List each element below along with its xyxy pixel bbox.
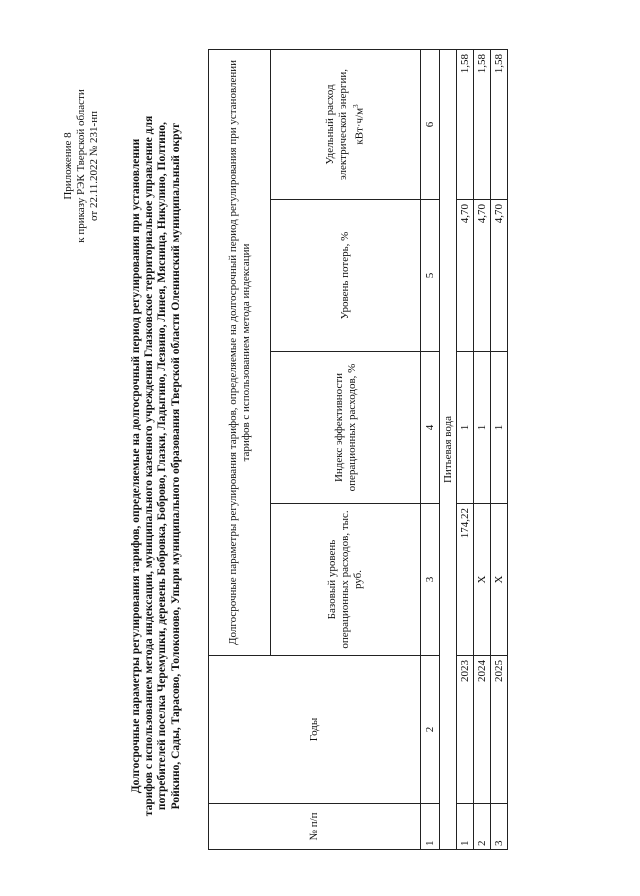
row-energy-consumption: 1,58 bbox=[457, 49, 474, 199]
row-number: 2 bbox=[474, 804, 491, 850]
header-group: Долгосрочные параметры регулирования тарифов, определяемые на долгосрочный период регулирования при установлении тарифов с использованием метода индексации bbox=[209, 49, 271, 655]
header-energy-text: Удельный расход электрической энергии, кВт·ч/м bbox=[324, 69, 366, 180]
row-base-opex: Х bbox=[474, 504, 491, 656]
row-base-opex: 174,22 bbox=[457, 504, 474, 656]
appendix-line-2: к приказу РЭК Тверской области bbox=[75, 89, 87, 243]
header-efficiency-index: Индекс эффективности операционных расходов, % bbox=[271, 352, 421, 504]
numbering-cell: 6 bbox=[421, 49, 440, 199]
table-section-row bbox=[440, 49, 457, 849]
table-row bbox=[457, 49, 474, 849]
header-energy-sup: 3 bbox=[352, 104, 361, 108]
table-header-row bbox=[209, 49, 271, 849]
appendix-reference bbox=[62, 76, 101, 256]
numbering-cell: 4 bbox=[421, 352, 440, 504]
row-loss-level: 4,70 bbox=[474, 200, 491, 352]
row-year: 2024 bbox=[474, 656, 491, 804]
row-efficiency-index: 1 bbox=[474, 352, 491, 504]
row-efficiency-index: 1 bbox=[491, 352, 508, 504]
tariff-parameters-table bbox=[208, 49, 508, 850]
row-year: 2025 bbox=[491, 656, 508, 804]
header-loss-level: Уровень потерь, % bbox=[271, 200, 421, 352]
title-line-1: Долгосрочные параметры регулирования тарифов, определяемые на долгосрочный период регулирования при установлении bbox=[130, 138, 142, 794]
table-row bbox=[474, 49, 491, 849]
row-loss-level: 4,70 bbox=[491, 200, 508, 352]
title-line-3: потребителей поселка Черемушки, деревень Бобровка, Боброво, Глазки, Ладыгино, Лезвино, Линея, Мясница, Никулино, Полтино, bbox=[156, 121, 169, 811]
table-row bbox=[491, 49, 508, 849]
title-line-2: тарифов с использованием метода индексации, муниципального казенного учреждения Глазковское территориальное управление для bbox=[143, 115, 156, 817]
row-year: 2023 bbox=[457, 656, 474, 804]
row-efficiency-index: 1 bbox=[457, 352, 474, 504]
row-number: 1 bbox=[457, 804, 474, 850]
numbering-cell: 1 bbox=[421, 804, 440, 850]
appendix-line-3: от 22.11.2022 № 231-нп bbox=[88, 111, 100, 221]
appendix-line-1: Приложение 8 bbox=[62, 132, 74, 200]
title-line-4: Ройкино, Сады, Тарасово, Толоконово, Упыри муниципального образования Тверской области Оленинский муниципальный округ bbox=[169, 122, 182, 810]
row-base-opex: Х bbox=[491, 504, 508, 656]
numbering-cell: 2 bbox=[421, 656, 440, 804]
row-energy-consumption: 1,58 bbox=[491, 49, 508, 199]
row-energy-consumption: 1,58 bbox=[474, 49, 491, 199]
header-num: № п/п bbox=[209, 804, 421, 850]
section-title: Питьевая вода bbox=[440, 49, 457, 849]
row-loss-level: 4,70 bbox=[457, 200, 474, 352]
header-year: Годы bbox=[209, 656, 421, 804]
row-number: 3 bbox=[491, 804, 508, 850]
table-numbering-row bbox=[421, 49, 440, 849]
header-base-opex: Базовый уровень операционных расходов, тыс. руб. bbox=[271, 504, 421, 656]
numbering-cell: 3 bbox=[421, 504, 440, 656]
header-energy-consumption bbox=[271, 49, 421, 199]
document-title bbox=[130, 91, 183, 841]
numbering-cell: 5 bbox=[421, 200, 440, 352]
